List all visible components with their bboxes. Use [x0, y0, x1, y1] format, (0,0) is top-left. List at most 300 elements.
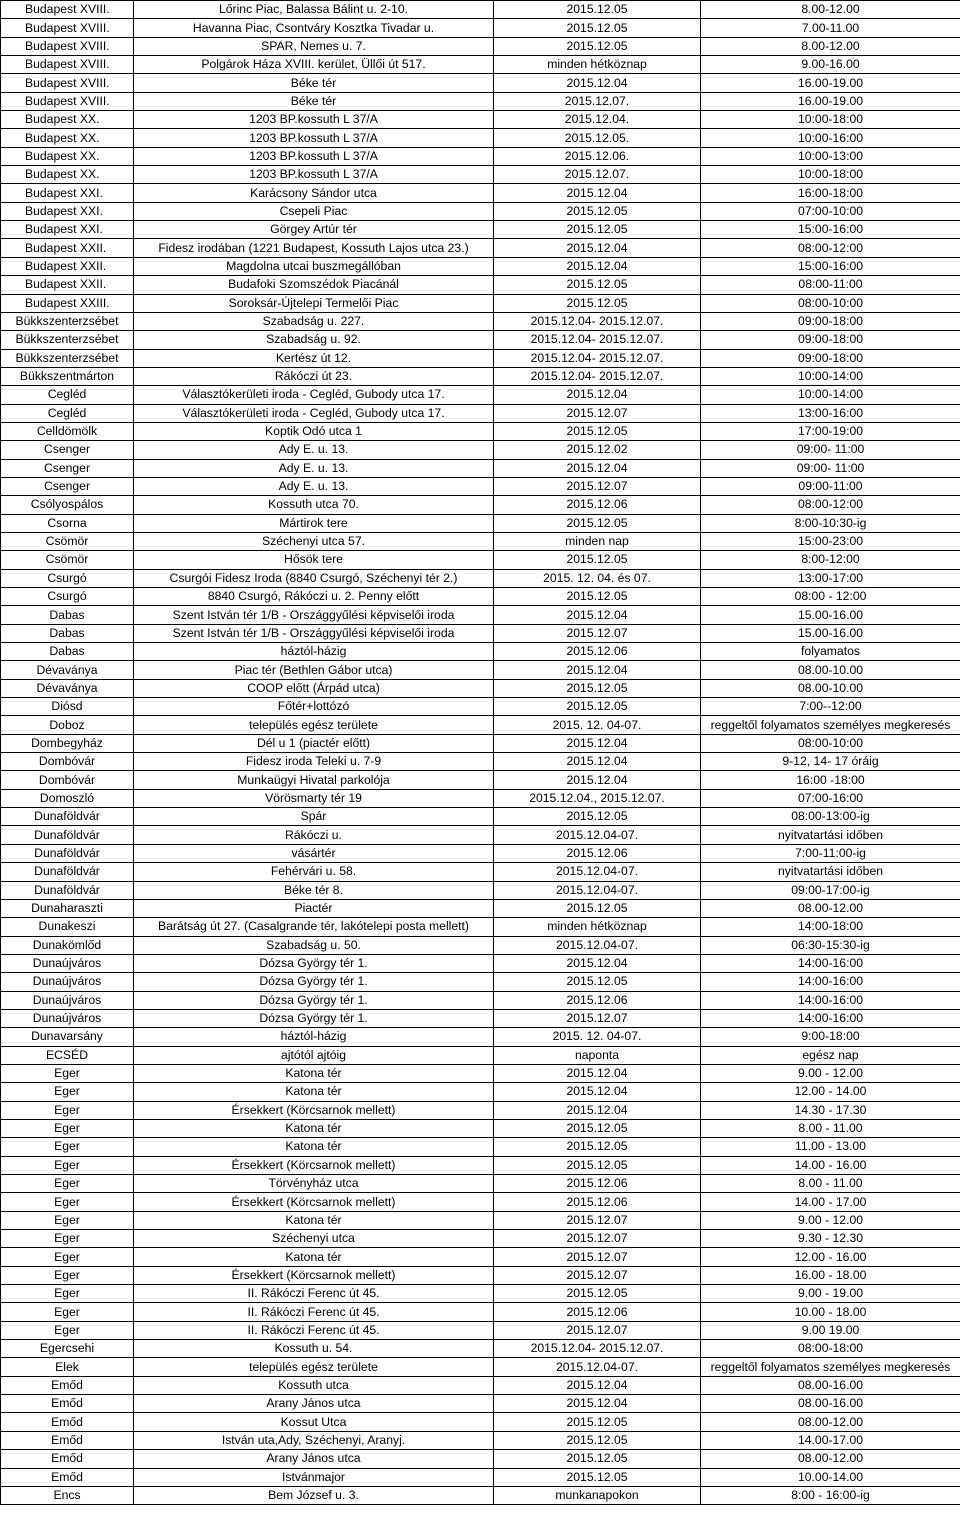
time-cell: 7.00-11.00	[701, 19, 960, 37]
city-cell: Dunaföldvár	[1, 844, 134, 862]
location-cell: Csurgói Fidesz Iroda (8840 Csurgó, Széchenyi tér 2.)	[134, 569, 494, 587]
date-cell: 2015.12.05	[494, 551, 701, 569]
city-cell: Dombóvár	[1, 771, 134, 789]
city-cell: Budapest XXI.	[1, 202, 134, 220]
location-cell: Fidesz iroda Teleki u. 7-9	[134, 753, 494, 771]
location-cell: Széchenyi utca	[134, 1230, 494, 1248]
city-cell: Emőd	[1, 1468, 134, 1486]
time-cell: 10:00-18:00	[701, 166, 960, 184]
city-cell: Budapest XXII.	[1, 276, 134, 294]
date-cell: 2015. 12. 04-07.	[494, 1028, 701, 1046]
time-cell: 07:00-10:00	[701, 202, 960, 220]
city-cell: Domoszló	[1, 789, 134, 807]
time-cell: 08:00-10:00	[701, 734, 960, 752]
date-cell: 2015.12.05	[494, 698, 701, 716]
city-cell: Csenger	[1, 459, 134, 477]
location-cell: Polgárok Háza XVIII. kerület, Üllői út 517.	[134, 56, 494, 74]
time-cell: 9.00 - 12.00	[701, 1211, 960, 1229]
city-cell: Bükkszenterzsébet	[1, 312, 134, 330]
table-row	[1, 1303, 960, 1321]
date-cell: 2015.12.04	[494, 239, 701, 257]
location-cell: Magdolna utcai buszmegállóban	[134, 257, 494, 275]
city-cell: Dévaványa	[1, 679, 134, 697]
location-cell: Mártirok tere	[134, 514, 494, 532]
time-cell: 14.00-17.00	[701, 1431, 960, 1449]
location-cell: II. Rákóczi Ferenc út 45.	[134, 1303, 494, 1321]
time-cell: 8.00-12.00	[701, 1, 960, 19]
location-cell: Vörösmarty tér 19	[134, 789, 494, 807]
location-cell: Főtér+lottózó	[134, 698, 494, 716]
date-cell: 2015.12.04	[494, 1101, 701, 1119]
location-cell: Szabadság u. 50.	[134, 936, 494, 954]
table-row	[1, 1046, 960, 1064]
time-cell: 08.00-12.00	[701, 899, 960, 917]
date-cell: 2015.12.07	[494, 1248, 701, 1266]
location-cell: Arany János utca	[134, 1450, 494, 1468]
date-cell: 2015.12.06.	[494, 147, 701, 165]
location-cell: Széchenyi utca 57.	[134, 532, 494, 550]
city-cell: Budapest XVIII.	[1, 92, 134, 110]
date-cell: 2015.12.04	[494, 734, 701, 752]
city-cell: Dunakömlőd	[1, 936, 134, 954]
date-cell: 2015.12.05.	[494, 129, 701, 147]
date-cell: 2015.12.04- 2015.12.07.	[494, 331, 701, 349]
time-cell: 16.00-19.00	[701, 74, 960, 92]
location-cell: Fidesz irodában (1221 Budapest, Kossuth Lajos utca 23.)	[134, 239, 494, 257]
city-cell: Csurgó	[1, 569, 134, 587]
table-row	[1, 698, 960, 716]
location-cell: Lőrinc Piac, Balassa Bálint u. 2-10.	[134, 1, 494, 19]
date-cell: 2015.12.05	[494, 588, 701, 606]
date-cell: 2015. 12. 04. és 07.	[494, 569, 701, 587]
table-row	[1, 844, 960, 862]
date-cell: 2015.12.05	[494, 37, 701, 55]
date-cell: 2015.12.04	[494, 606, 701, 624]
table-row	[1, 331, 960, 349]
city-cell: Emőd	[1, 1413, 134, 1431]
date-cell: 2015.12.06	[494, 1303, 701, 1321]
location-cell: Görgey Artúr tér	[134, 221, 494, 239]
location-cell: II. Rákóczi Ferenc út 45.	[134, 1285, 494, 1303]
table-row	[1, 19, 960, 37]
location-cell: Spár	[134, 808, 494, 826]
table-row	[1, 624, 960, 642]
time-cell: 08:00 - 12:00	[701, 588, 960, 606]
date-cell: 2015.12.07.	[494, 166, 701, 184]
time-cell: reggeltől folyamatos személyes megkeresés	[701, 1358, 960, 1376]
time-cell: 08.00-12.00	[701, 1413, 960, 1431]
time-cell: 15:00-23:00	[701, 532, 960, 550]
date-cell: 2015.12.05	[494, 1, 701, 19]
location-cell: Budafoki Szomszédok Piacánál	[134, 276, 494, 294]
date-cell: 2015.12.05	[494, 1413, 701, 1431]
date-cell: 2015.12.04	[494, 661, 701, 679]
city-cell: Dunaújváros	[1, 954, 134, 972]
time-cell: 7:00--12:00	[701, 698, 960, 716]
city-cell: Doboz	[1, 716, 134, 734]
table-row	[1, 496, 960, 514]
table-row	[1, 184, 960, 202]
city-cell: Budapest XX.	[1, 147, 134, 165]
date-cell: 2015.12.05	[494, 514, 701, 532]
date-cell: 2015.12.07	[494, 1009, 701, 1027]
city-cell: Budapest XXII.	[1, 257, 134, 275]
city-cell: Eger	[1, 1083, 134, 1101]
table-row	[1, 37, 960, 55]
table-row	[1, 92, 960, 110]
time-cell: 09:00- 11:00	[701, 459, 960, 477]
location-cell: Kossuth utca 70.	[134, 496, 494, 514]
city-cell: Csenger	[1, 441, 134, 459]
table-row	[1, 1138, 960, 1156]
date-cell: 2015.12.06	[494, 1175, 701, 1193]
time-cell: 08:00-18:00	[701, 1340, 960, 1358]
city-cell: Budapest XXI.	[1, 221, 134, 239]
time-cell: 8:00-12:00	[701, 551, 960, 569]
date-cell: minden hétköznap	[494, 918, 701, 936]
table-row	[1, 1321, 960, 1339]
time-cell: 7:00-11:00-ig	[701, 844, 960, 862]
time-cell: 08:00-12:00	[701, 496, 960, 514]
time-cell: 16.00-19.00	[701, 92, 960, 110]
city-cell: Csorna	[1, 514, 134, 532]
date-cell: 2015.12.02	[494, 441, 701, 459]
location-cell: Ady E. u. 13.	[134, 441, 494, 459]
table-row	[1, 991, 960, 1009]
table-row	[1, 1009, 960, 1027]
date-cell: 2015.12.04- 2015.12.07.	[494, 349, 701, 367]
date-cell: 2015.12.04-07.	[494, 863, 701, 881]
table-row	[1, 936, 960, 954]
time-cell: 15:00-16:00	[701, 257, 960, 275]
table-row	[1, 1285, 960, 1303]
location-cell: Katona tér	[134, 1083, 494, 1101]
location-cell: COOP előtt (Árpád utca)	[134, 679, 494, 697]
table-row	[1, 221, 960, 239]
table-row	[1, 1450, 960, 1468]
date-cell: 2015.12.07	[494, 624, 701, 642]
time-cell: 15.00-16.00	[701, 606, 960, 624]
location-cell: Választókerületi iroda - Cegléd, Gubody utca 17.	[134, 386, 494, 404]
date-cell: 2015.12.04	[494, 1064, 701, 1082]
location-cell: Rákóczi út 23.	[134, 367, 494, 385]
date-cell: 2015.12.05	[494, 808, 701, 826]
time-cell: 08:00-11:00	[701, 276, 960, 294]
city-cell: Budapest XVIII.	[1, 19, 134, 37]
time-cell: 08.00-10.00	[701, 679, 960, 697]
date-cell: 2015.12.05	[494, 221, 701, 239]
city-cell: Elek	[1, 1358, 134, 1376]
table-row	[1, 1064, 960, 1082]
city-cell: Dunaföldvár	[1, 863, 134, 881]
city-cell: Dabas	[1, 643, 134, 661]
city-cell: Eger	[1, 1119, 134, 1137]
city-cell: Budapest XXI.	[1, 184, 134, 202]
time-cell: 9-12, 14- 17 óráig	[701, 753, 960, 771]
time-cell: 08.00-10.00	[701, 661, 960, 679]
city-cell: Budapest XXIII.	[1, 294, 134, 312]
location-cell: Szabadság u. 227.	[134, 312, 494, 330]
location-cell: Érsekkert (Körcsarnok mellett)	[134, 1101, 494, 1119]
time-cell: 13:00-16:00	[701, 404, 960, 422]
table-row	[1, 294, 960, 312]
city-cell: Dunaföldvár	[1, 808, 134, 826]
date-cell: 2015.12.04	[494, 257, 701, 275]
location-cell: Hősök tere	[134, 551, 494, 569]
time-cell: 12.00 - 14.00	[701, 1083, 960, 1101]
date-cell: 2015.12.05	[494, 276, 701, 294]
location-cell: Kossut Utca	[134, 1413, 494, 1431]
table-row	[1, 1395, 960, 1413]
table-row	[1, 129, 960, 147]
location-cell: Szabadság u. 92.	[134, 331, 494, 349]
city-cell: Budapest XVIII.	[1, 74, 134, 92]
date-cell: naponta	[494, 1046, 701, 1064]
date-cell: 2015.12.06	[494, 643, 701, 661]
date-cell: 2015.12.04.	[494, 111, 701, 129]
time-cell: 9.00 - 19.00	[701, 1285, 960, 1303]
location-cell: Munkaügyi Hivatal parkolója	[134, 771, 494, 789]
table-row	[1, 679, 960, 697]
date-cell: 2015.12.04	[494, 184, 701, 202]
location-cell: Katona tér	[134, 1064, 494, 1082]
location-cell: SPAR, Nemes u. 7.	[134, 37, 494, 55]
table-row	[1, 56, 960, 74]
location-cell: Kertész út 12.	[134, 349, 494, 367]
location-cell: Dózsa György tér 1.	[134, 991, 494, 1009]
city-cell: Eger	[1, 1193, 134, 1211]
location-cell: Kossuth u. 54.	[134, 1340, 494, 1358]
time-cell: 12.00 - 16.00	[701, 1248, 960, 1266]
city-cell: Dévaványa	[1, 661, 134, 679]
city-cell: ECSÉD	[1, 1046, 134, 1064]
location-cell: vásártér	[134, 844, 494, 862]
location-cell: Ady E. u. 13.	[134, 459, 494, 477]
time-cell: 16:00-18:00	[701, 184, 960, 202]
city-cell: Dunaföldvár	[1, 826, 134, 844]
date-cell: 2015.12.04	[494, 954, 701, 972]
time-cell: 06:30-15:30-ig	[701, 936, 960, 954]
date-cell: 2015.12.07	[494, 1230, 701, 1248]
time-cell: 9.00 - 12.00	[701, 1064, 960, 1082]
time-cell: nyitvatartási időben	[701, 826, 960, 844]
table-row	[1, 111, 960, 129]
table-row	[1, 477, 960, 495]
city-cell: Egercsehi	[1, 1340, 134, 1358]
date-cell: 2015.12.05	[494, 1431, 701, 1449]
city-cell: Budapest XVIII.	[1, 1, 134, 19]
date-cell: 2015.12.05	[494, 679, 701, 697]
table-row	[1, 1119, 960, 1137]
date-cell: 2015.12.05	[494, 19, 701, 37]
time-cell: 10:00-14:00	[701, 386, 960, 404]
city-cell: Eger	[1, 1248, 134, 1266]
city-cell: Csömör	[1, 551, 134, 569]
table-row	[1, 954, 960, 972]
date-cell: 2015.12.04-07.	[494, 826, 701, 844]
city-cell: Budapest XXII.	[1, 239, 134, 257]
city-cell: Bükkszenterzsébet	[1, 331, 134, 349]
city-cell: Eger	[1, 1211, 134, 1229]
city-cell: Eger	[1, 1230, 134, 1248]
city-cell: Dunavarsány	[1, 1028, 134, 1046]
date-cell: 2015.12.06	[494, 844, 701, 862]
table-row	[1, 1193, 960, 1211]
date-cell: 2015.12.04	[494, 1395, 701, 1413]
city-cell: Emőd	[1, 1376, 134, 1394]
city-cell: Dunakeszi	[1, 918, 134, 936]
time-cell: 9.00 19.00	[701, 1321, 960, 1339]
time-cell: 14:00-18:00	[701, 918, 960, 936]
time-cell: 14.30 - 17.30	[701, 1101, 960, 1119]
table-row	[1, 514, 960, 532]
city-cell: Emőd	[1, 1431, 134, 1449]
city-cell: Cegléd	[1, 386, 134, 404]
date-cell: 2015.12.07.	[494, 92, 701, 110]
city-cell: Eger	[1, 1303, 134, 1321]
city-cell: Dabas	[1, 606, 134, 624]
time-cell: 10:00-16:00	[701, 129, 960, 147]
time-cell: 14.00 - 16.00	[701, 1156, 960, 1174]
date-cell: 2015.12.07	[494, 1211, 701, 1229]
table-row	[1, 808, 960, 826]
table-row	[1, 881, 960, 899]
date-cell: 2015.12.04	[494, 771, 701, 789]
location-cell: Karácsony Sándor utca	[134, 184, 494, 202]
time-cell: reggeltől folyamatos személyes megkeresés	[701, 716, 960, 734]
city-cell: Dabas	[1, 624, 134, 642]
date-cell: 2015.12.04	[494, 74, 701, 92]
table-row	[1, 1175, 960, 1193]
table-row	[1, 422, 960, 440]
table-row	[1, 716, 960, 734]
table-row	[1, 734, 960, 752]
date-cell: munkanapokon	[494, 1486, 701, 1504]
table-row	[1, 1486, 960, 1504]
time-cell: 09:00- 11:00	[701, 441, 960, 459]
table-row	[1, 1156, 960, 1174]
location-cell: Dózsa György tér 1.	[134, 1009, 494, 1027]
date-cell: 2015.12.04	[494, 386, 701, 404]
location-cell: Istvánmajor	[134, 1468, 494, 1486]
time-cell: 10:00-18:00	[701, 111, 960, 129]
table-row	[1, 643, 960, 661]
table-row	[1, 202, 960, 220]
date-cell: 2015.12.07	[494, 1321, 701, 1339]
city-cell: Eger	[1, 1101, 134, 1119]
table-row	[1, 239, 960, 257]
time-cell: 16.00 - 18.00	[701, 1266, 960, 1284]
location-cell: Dózsa György tér 1.	[134, 973, 494, 991]
time-cell: 07:00-16:00	[701, 789, 960, 807]
city-cell: Celldömölk	[1, 422, 134, 440]
city-cell: Csömör	[1, 532, 134, 550]
location-cell: Koptik Odó utca 1	[134, 422, 494, 440]
time-cell: 8.00-12.00	[701, 37, 960, 55]
location-cell: Katona tér	[134, 1211, 494, 1229]
table-row	[1, 771, 960, 789]
time-cell: 8:00 - 16:00-ig	[701, 1486, 960, 1504]
location-cell: Barátság út 27. (Casalgrande tér, lakótelepi posta mellett)	[134, 918, 494, 936]
city-cell: Bükkszentmárton	[1, 367, 134, 385]
table-row	[1, 551, 960, 569]
time-cell: nyitvatartási időben	[701, 863, 960, 881]
table-row	[1, 1101, 960, 1119]
location-cell: Kossuth utca	[134, 1376, 494, 1394]
table-row	[1, 459, 960, 477]
location-cell: Béke tér 8.	[134, 881, 494, 899]
location-cell: Érsekkert (Körcsarnok mellett)	[134, 1193, 494, 1211]
city-cell: Csurgó	[1, 588, 134, 606]
table-row	[1, 441, 960, 459]
city-cell: Budapest XX.	[1, 111, 134, 129]
table-row	[1, 1248, 960, 1266]
city-cell: Dombegyház	[1, 734, 134, 752]
time-cell: folyamatos	[701, 643, 960, 661]
time-cell: 14:00-16:00	[701, 991, 960, 1009]
location-cell: Katona tér	[134, 1119, 494, 1137]
city-cell: Eger	[1, 1064, 134, 1082]
location-cell: Piac tér (Bethlen Gábor utca)	[134, 661, 494, 679]
city-cell: Encs	[1, 1486, 134, 1504]
location-cell: Választókerületi iroda - Cegléd, Gubody utca 17.	[134, 404, 494, 422]
date-cell: 2015.12.05	[494, 1156, 701, 1174]
table-row	[1, 312, 960, 330]
city-cell: Dunaújváros	[1, 1009, 134, 1027]
time-cell: 8.00 - 11.00	[701, 1175, 960, 1193]
location-cell: Soroksár-Újtelepi Termelői Piac	[134, 294, 494, 312]
location-cell: Érsekkert (Körcsarnok mellett)	[134, 1156, 494, 1174]
date-cell: 2015.12.04	[494, 1083, 701, 1101]
table-row	[1, 661, 960, 679]
table-row	[1, 257, 960, 275]
table-row	[1, 1083, 960, 1101]
location-cell: Piactér	[134, 899, 494, 917]
table-row	[1, 1028, 960, 1046]
city-cell: Eger	[1, 1285, 134, 1303]
location-cell: település egész területe	[134, 716, 494, 734]
time-cell: 10.00 - 18.00	[701, 1303, 960, 1321]
table-row	[1, 1340, 960, 1358]
location-cell: II. Rákóczi Ferenc út 45.	[134, 1321, 494, 1339]
table-body	[1, 1, 960, 1505]
location-cell: Arany János utca	[134, 1395, 494, 1413]
time-cell: egész nap	[701, 1046, 960, 1064]
date-cell: minden hétköznap	[494, 56, 701, 74]
table-row	[1, 404, 960, 422]
date-cell: minden nap	[494, 532, 701, 550]
time-cell: 08.00-16.00	[701, 1376, 960, 1394]
table-row	[1, 1413, 960, 1431]
time-cell: 9.00-16.00	[701, 56, 960, 74]
time-cell: 8.00 - 11.00	[701, 1119, 960, 1137]
date-cell: 2015.12.04., 2015.12.07.	[494, 789, 701, 807]
time-cell: 15:00-16:00	[701, 221, 960, 239]
time-cell: 09:00-18:00	[701, 331, 960, 349]
table-row	[1, 1431, 960, 1449]
table-row	[1, 1266, 960, 1284]
date-cell: 2015.12.04	[494, 753, 701, 771]
date-cell: 2015.12.05	[494, 899, 701, 917]
city-cell: Dunaújváros	[1, 991, 134, 1009]
location-cell: Dózsa György tér 1.	[134, 954, 494, 972]
table-row	[1, 166, 960, 184]
date-cell: 2015.12.06	[494, 496, 701, 514]
table-row	[1, 1358, 960, 1376]
city-cell: Emőd	[1, 1395, 134, 1413]
location-cell: 8840 Csurgó, Rákóczi u. 2. Penny előtt	[134, 588, 494, 606]
table-row	[1, 973, 960, 991]
